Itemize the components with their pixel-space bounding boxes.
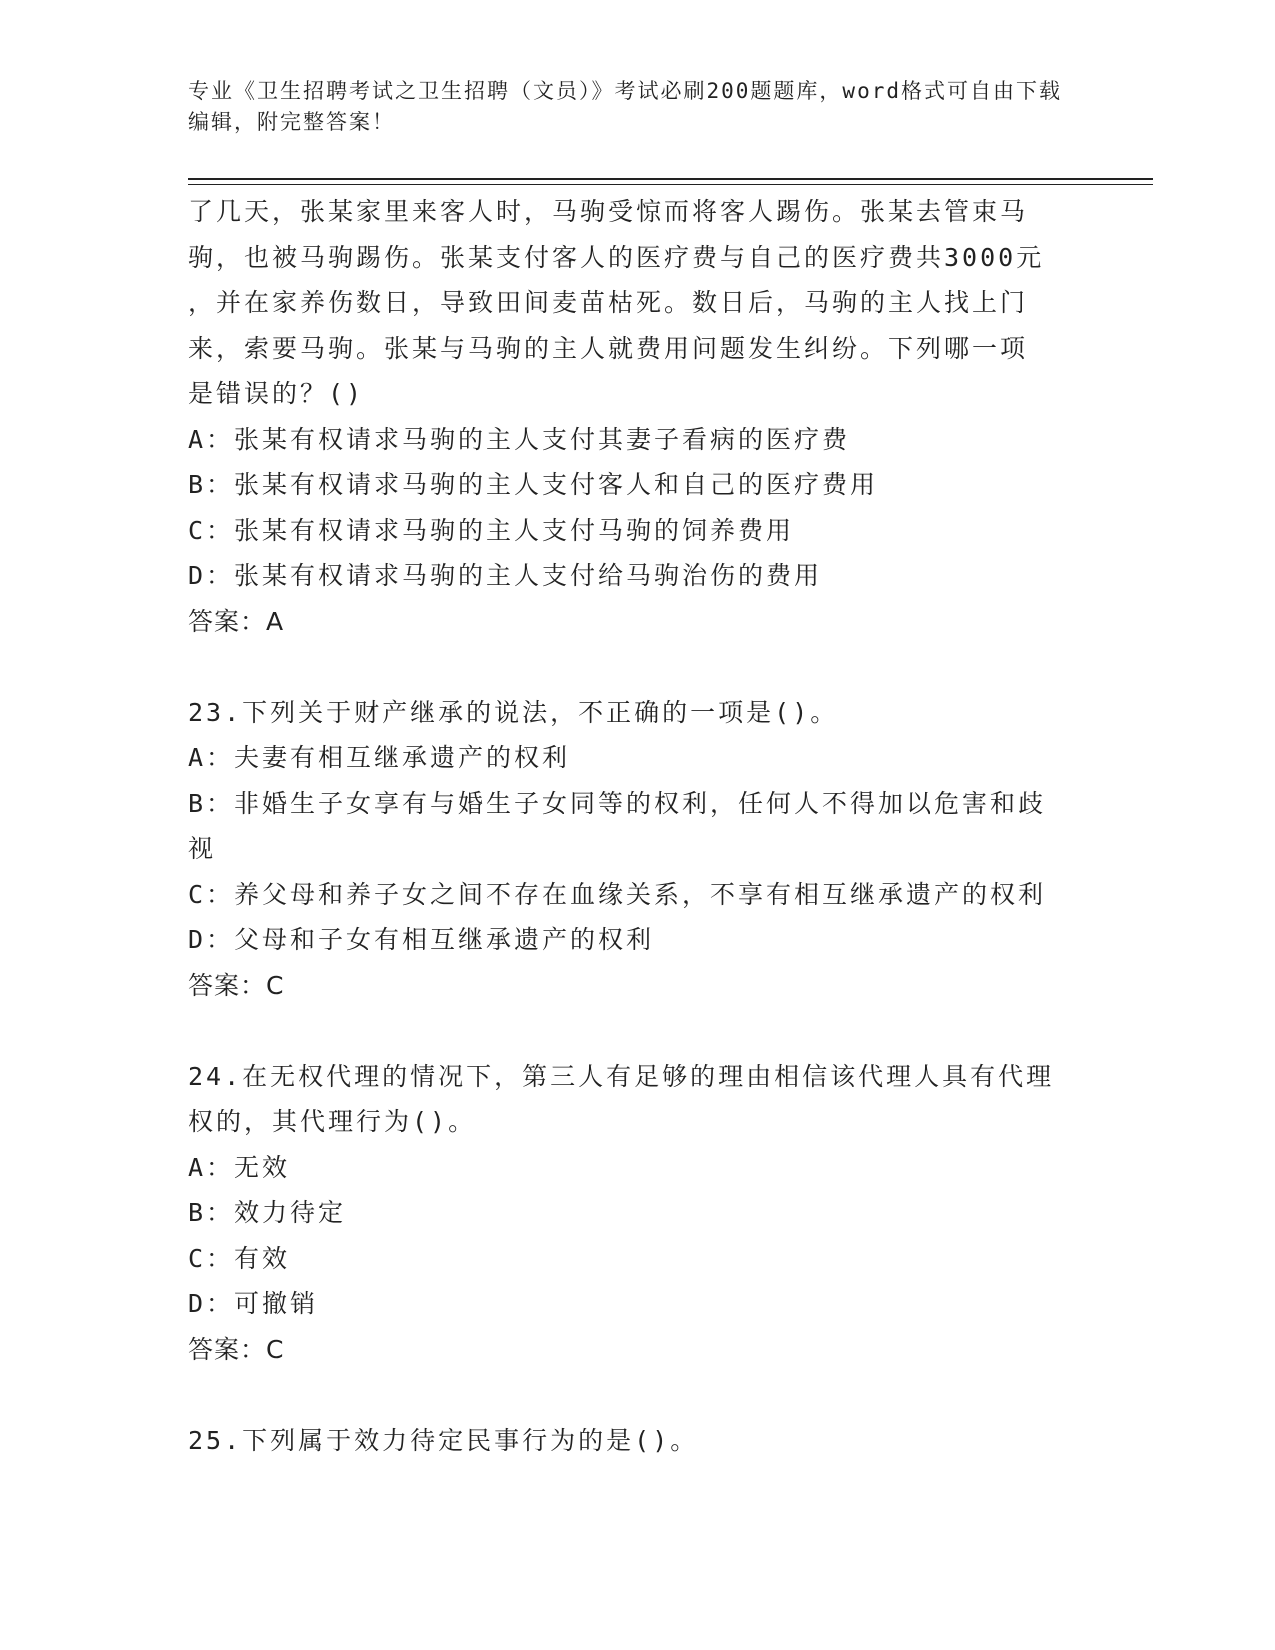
question-text-line: 25.下列属于效力待定民事行为的是()。 <box>188 1425 699 1455</box>
option-a: A：夫妻有相互继承遗产的权利 <box>188 743 571 772</box>
answer-line: 答案：A <box>188 606 285 636</box>
option-b: B：张某有权请求马驹的主人支付客人和自己的医疗费用 <box>188 470 879 499</box>
option-d: D：父母和子女有相互继承遗产的权利 <box>188 925 655 954</box>
question-text-line: 驹，也被马驹踢伤。张某支付客人的医疗费与自己的医疗费共3000元 <box>188 242 1045 272</box>
answer-line: 答案：C <box>188 970 285 1000</box>
option-d: D：可撤销 <box>188 1289 319 1318</box>
document-body <box>188 189 1068 1463</box>
question-text-line: 23.下列关于财产继承的说法，不正确的一项是()。 <box>188 697 839 727</box>
option-c: C：养父母和养子女之间不存在血缘关系，不享有相互继承遗产的权利 <box>188 879 1047 909</box>
option-a: A：无效 <box>188 1152 291 1182</box>
question-22-continued <box>188 189 1068 644</box>
option-c: C：张某有权请求马驹的主人支付马驹的饲养费用 <box>188 515 795 545</box>
question-25 <box>188 1418 1068 1464</box>
question-text-line: 24.在无权代理的情况下，第三人有足够的理由相信该代理人具有代理 <box>188 1061 1055 1091</box>
option-a: A：张某有权请求马驹的主人支付其妻子看病的医疗费 <box>188 424 851 454</box>
option-c: C：有效 <box>188 1243 291 1273</box>
question-text-line: 了几天，张某家里来客人时，马驹受惊而将客人踢伤。张某去管束马 <box>188 197 1029 226</box>
option-d: D：张某有权请求马驹的主人支付给马驹治伤的费用 <box>188 561 823 590</box>
header-rule-thick <box>188 178 1153 180</box>
question-23 <box>188 690 1068 1009</box>
question-text-line: 是错误的？() <box>188 379 365 408</box>
document-title: 专业《卫生招聘考试之卫生招聘（文员）》考试必刷200题题库，word格式可自由下载编辑，附完整答案！ <box>188 79 1062 134</box>
option-b-continued: 视 <box>188 834 217 863</box>
question-spacer <box>188 1008 1068 1054</box>
question-text-line: 权的，其代理行为()。 <box>188 1107 477 1136</box>
question-text-line: ，并在家养伤数日，导致田间麦苗枯死。数日后，马驹的主人找上门 <box>188 288 1029 317</box>
answer-line: 答案：C <box>188 1334 285 1364</box>
option-b: B：效力待定 <box>188 1198 347 1227</box>
header-rule-thin <box>188 184 1153 185</box>
question-24 <box>188 1054 1068 1373</box>
option-b: B：非婚生子女享有与婚生子女同等的权利，任何人不得加以危害和歧 <box>188 788 1047 818</box>
question-spacer <box>188 1372 1068 1418</box>
question-spacer <box>188 644 1068 690</box>
question-text-line: 来，索要马驹。张某与马驹的主人就费用问题发生纠纷。下列哪一项 <box>188 333 1029 363</box>
document-header <box>188 76 1068 138</box>
